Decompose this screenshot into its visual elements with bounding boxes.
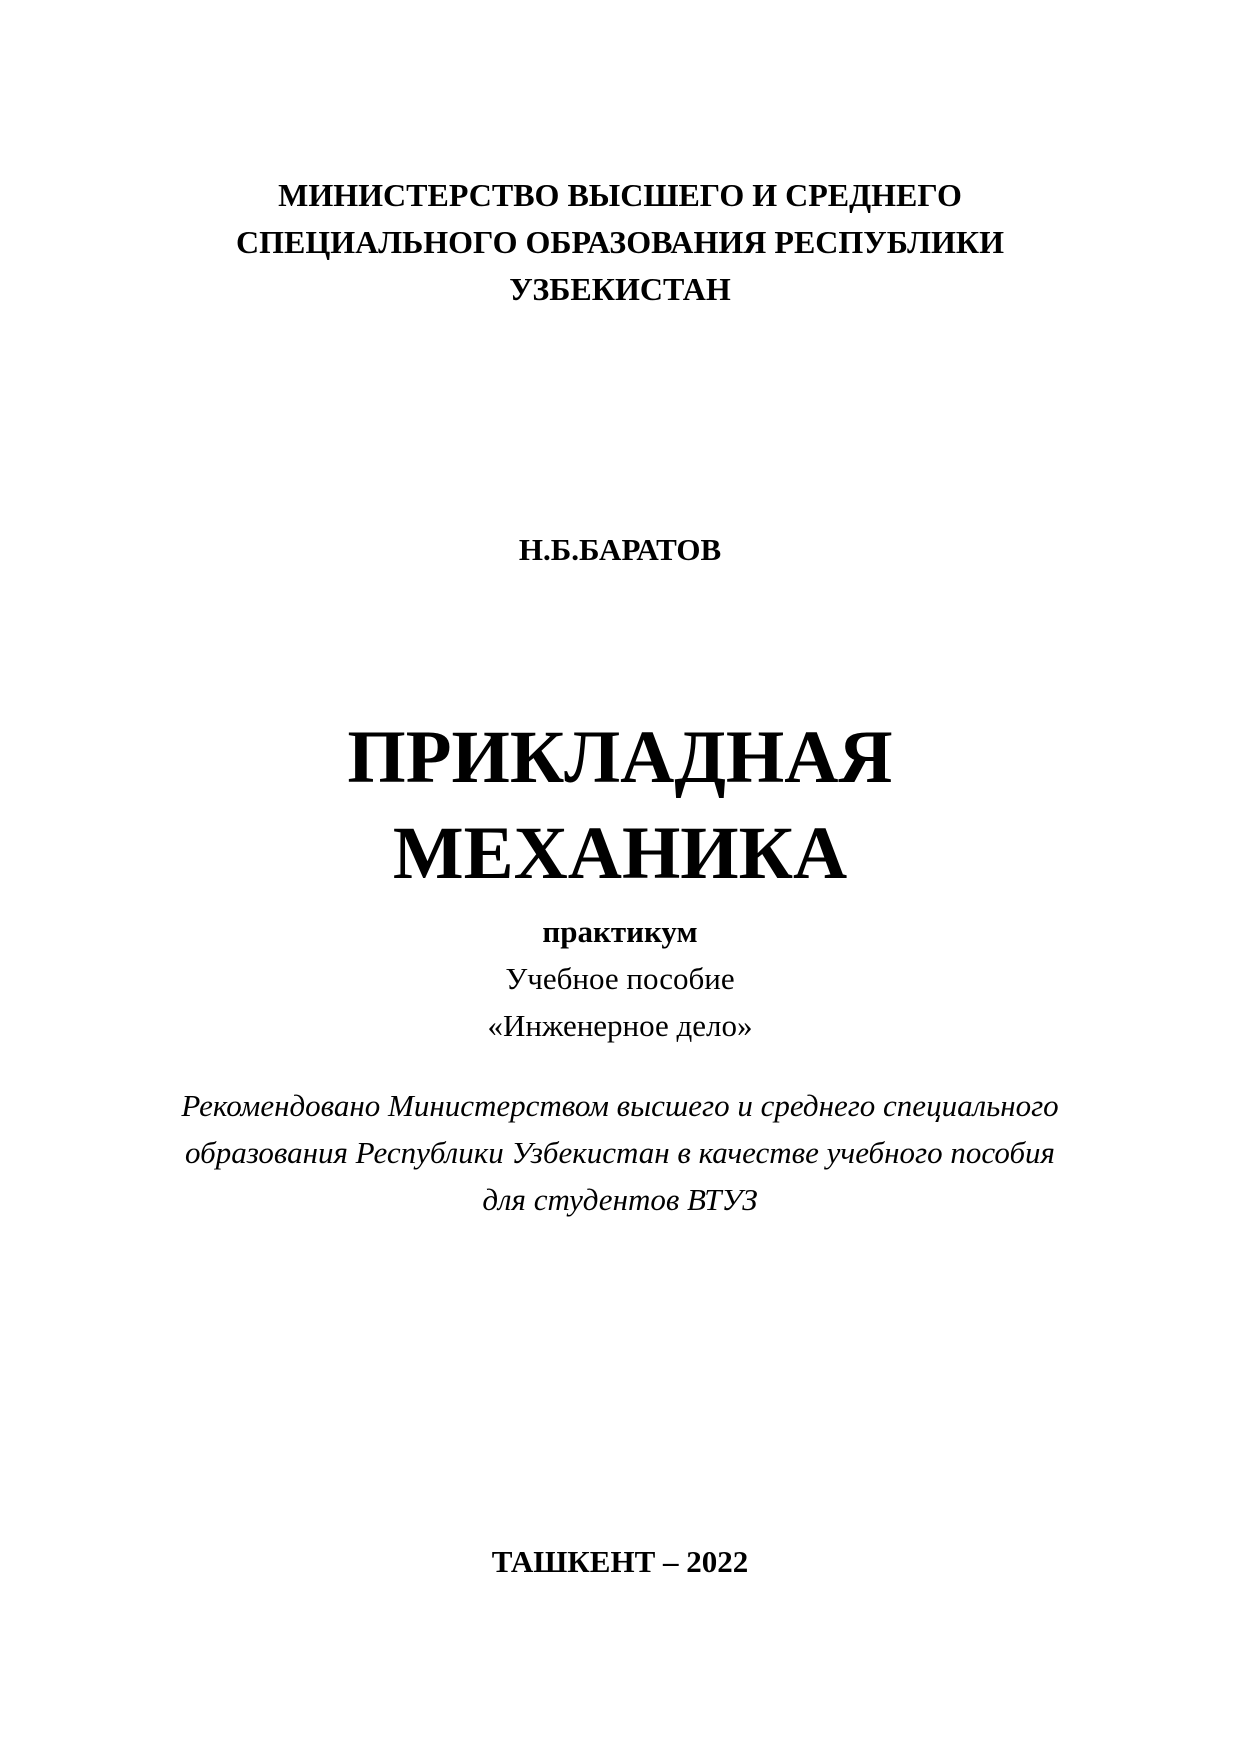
book-title-line-2: МЕХАНИКА [392,812,848,895]
ministry-line-2: СПЕЦИАЛЬНОГО ОБРАЗОВАНИЯ РЕСПУБЛИКИ [236,224,1004,260]
book-subtitle [0,908,1240,1049]
ministry-line-3: УЗБЕКИСТАН [509,271,731,307]
book-title [0,710,1240,902]
recommendation-line-3: для студентов ВТУЗ [482,1182,758,1217]
author-name: Н.Б.БАРАТОВ [518,532,722,567]
imprint-city-year: ТАШКЕНТ – 2022 [491,1544,749,1579]
publication-type: практикум [542,914,698,949]
ministry-header [0,172,1240,313]
publication-kind: Учебное пособие [505,961,735,996]
book-title-line-1: ПРИКЛАДНАЯ [347,716,893,799]
ministry-line-1: МИНИСТЕРСТВО ВЫСШЕГО И СРЕДНЕГО [278,177,962,213]
recommendation-line-2: образования Республики Узбекистан в качестве учебного пособия [185,1135,1055,1170]
recommendation-note [0,1082,1240,1223]
publication-field: «Инженерное дело» [487,1008,753,1043]
recommendation-line-1: Рекомендовано Министерством высшего и среднего специального [181,1088,1059,1123]
